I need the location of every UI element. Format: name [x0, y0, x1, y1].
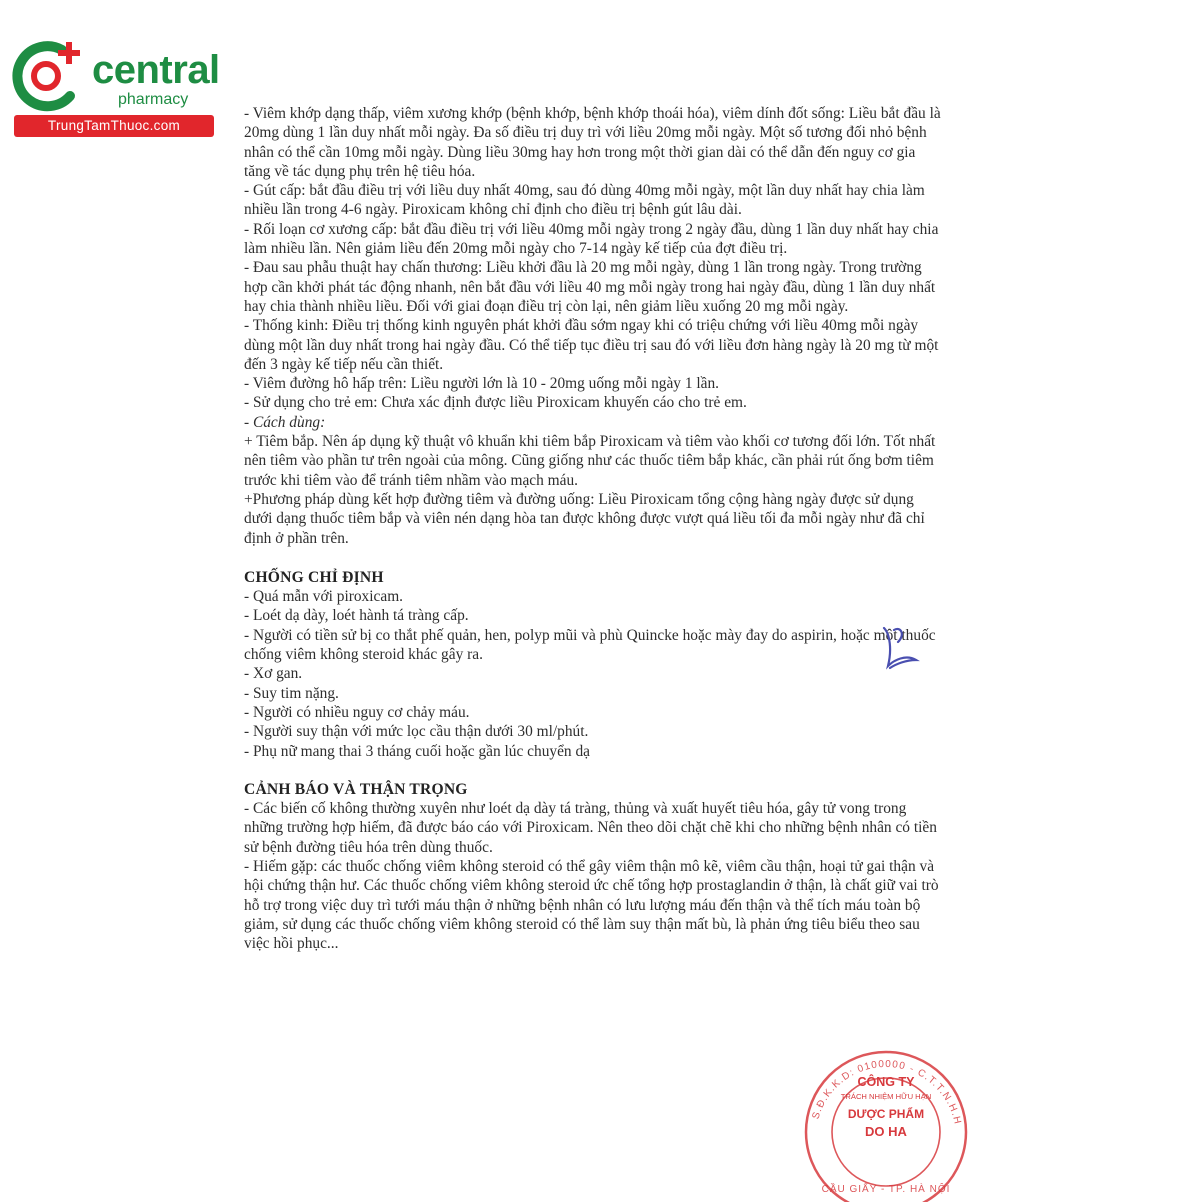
svg-text:S.Đ.K.K.D: 0100000 - C.T.T.N.H: S.Đ.K.K.D: 0100000 - C.T.T.N.H.H: [810, 1058, 963, 1127]
dosage-paragraph: - Đau sau phẫu thuật hay chấn thương: Liều khởi đầu là 20 mg mỗi ngày, dùng 1 lần trong ngày. Trong trường hợp cần khởi phát tác động nhanh, nên bắt đầu với liều 40 mg mỗi ngày trong hai ngày đầu, dùng 1 lần duy nhất hay chia thành nhiều liều. Đối với giai đoạn điều trị còn lại, nên giảm liều xuống 20 mg mỗi ngày.: [244, 259, 936, 315]
warnings-section: [244, 780, 944, 954]
warnings-heading: CẢNH BÁO VÀ THẬN TRỌNG: [244, 780, 468, 798]
dosage-section: [244, 104, 944, 548]
list-item: - Người suy thận với mức lọc cầu thận dưới 30 ml/phút.: [244, 723, 589, 741]
svg-text:CẦU GIẤY - TP. HÀ NỘI: CẦU GIẤY - TP. HÀ NỘI: [821, 1184, 951, 1195]
warning-paragraph: - Hiếm gặp: các thuốc chống viêm không steroid có thể gây viêm thận mô kẽ, viêm cầu thận, hoại tử gai thận và hội chứng thận hư. Các thuốc chống viêm không steroid ức chế tổng hợp prostaglandin ở thận, là chất giữ vai trò hỗ trợ trong việc duy trì tưới máu thận ở những bệnh nhân có lưu lượng máu đến thận và thể tích máu toàn bộ giảm, sử dụng các thuốc chống viêm không steroid có thể làm suy thận mất bù, là phản ứng tiêu biểu theo sau việc hồi phục...: [244, 857, 939, 953]
leaflet-document: [244, 104, 944, 953]
logo-sub-text: pharmacy: [118, 91, 189, 108]
seal-line-3: DƯỢC PHẨM: [847, 1107, 925, 1121]
dosage-paragraph: - Thống kinh: Điều trị thống kinh nguyên phát khởi đầu sớm ngay khi có triệu chứng với liều 40mg mỗi ngày dùng một lần duy nhất trong hai ngày đầu. Có thể tiếp tục điều trị sau đó với liều đơn hàng ngày là 20 mg từ một đến 3 ngày kế tiếp nếu cần thiết.: [244, 317, 939, 373]
signature-mark: [876, 620, 926, 676]
dosage-paragraph: - Sử dụng cho trẻ em: Chưa xác định được liều Piroxicam khuyến cáo cho trẻ em.: [244, 394, 747, 412]
logo-site-badge: TrungTamThuoc.com: [14, 115, 214, 137]
seal-line-4: DO HA: [865, 1124, 907, 1139]
usage-paragraph: + Tiêm bắp. Nên áp dụng kỹ thuật vô khuẩn khi tiêm bắp Piroxicam và tiêm vào khối cơ tương đối lớn. Tốt nhất nên tiêm vào phần tư trên ngoài của mông. Cũng giống như các thuốc tiêm bắp khác, cần phải rút ống bơm tiêm trước khi tiêm vào để tránh tiêm nhầm vào mạch máu.: [244, 433, 936, 489]
usage-title: - Cách dùng:: [244, 413, 326, 431]
seal-line-2: TRÁCH NHIỆM HỮU HẠN: [840, 1092, 932, 1101]
seal-ring-icon: [796, 1042, 976, 1202]
list-item: - Suy tim nặng.: [244, 684, 339, 702]
dosage-paragraph: - Rối loạn cơ xương cấp: bắt đầu điều trị với liều 40mg mỗi ngày trong 2 ngày đầu, dùng 1 lần duy nhất hay chia làm nhiều lần. Nên giảm liều đến 20mg mỗi ngày cho 7-14 ngày kế tiếp của đợt điều trị.: [244, 220, 939, 258]
central-pharmacy-logo: [10, 38, 220, 138]
company-seal-stamp: [796, 1042, 976, 1202]
seal-line-1: CÔNG TY: [857, 1075, 915, 1089]
dosage-paragraph: - Viêm khớp dạng thấp, viêm xương khớp (bệnh khớp, bệnh khớp thoái hóa), viêm dính đốt sống: Liều bắt đầu là 20mg dùng 1 lần duy nhất mỗi ngày. Đa số điều trị duy trì với liều 20mg mỗi ngày. Một số tương đối nhỏ bệnh nhân có thể cần 10mg mỗi ngày. Dùng liều 30mg hay hơn trong một thời gian dài có thể dẫn đến nguy cơ gia tăng về tác dụng phụ trên hệ tiêu hóa.: [244, 105, 941, 180]
usage-paragraph: +Phương pháp dùng kết hợp đường tiêm và đường uống: Liều Piroxicam tổng cộng hàng ngày được sử dụng dưới dạng thuốc tiêm bắp và viên nén dạng hòa tan được không được vượt quá liều tối đa mỗi ngày như đã chỉ định ở phần trên.: [244, 490, 925, 547]
dosage-paragraph: - Viêm đường hô hấp trên: Liều người lớn là 10 - 20mg uống mỗi ngày 1 lần.: [244, 375, 720, 393]
list-item: - Xơ gan.: [244, 665, 303, 683]
warning-paragraph: - Các biến cố không thường xuyên như loét dạ dày tá tràng, thủng và xuất huyết tiêu hóa, gây tử vong trong những trường hợp hiếm, đã được báo cáo với Piroxicam. Nên theo dõi chặt chẽ khi cho những bệnh nhân có tiền sử bệnh đường tiêu hóa trên dùng thuốc.: [244, 800, 937, 856]
dosage-paragraph: - Gút cấp: bắt đầu điều trị với liều duy nhất 40mg, sau đó dùng 40mg mỗi ngày, một lần duy nhất hay chia làm nhiều lần trong 4-6 ngày. Piroxicam không chỉ định cho điều trị bệnh gút lâu dài.: [244, 182, 925, 219]
contraindications-heading: CHỐNG CHỈ ĐỊNH: [244, 568, 384, 586]
list-item: - Phụ nữ mang thai 3 tháng cuối hoặc gần lúc chuyển dạ: [244, 742, 590, 760]
logo-brand-text: central: [92, 48, 220, 92]
list-item: - Quá mẫn với piroxicam.: [244, 588, 404, 606]
list-item: - Người có nhiều nguy cơ chảy máu.: [244, 703, 470, 721]
central-pharmacy-c-cross-icon: [10, 38, 94, 118]
list-item: - Loét dạ dày, loét hành tá tràng cấp.: [244, 607, 469, 625]
contraindications-section: [244, 568, 944, 761]
list-item: - Người có tiền sử bị co thắt phế quản, hen, polyp mũi và phù Quincke hoặc mày đay do aspirin, hoặc một thuốc chống viêm không steroid khác gây ra.: [244, 626, 936, 664]
